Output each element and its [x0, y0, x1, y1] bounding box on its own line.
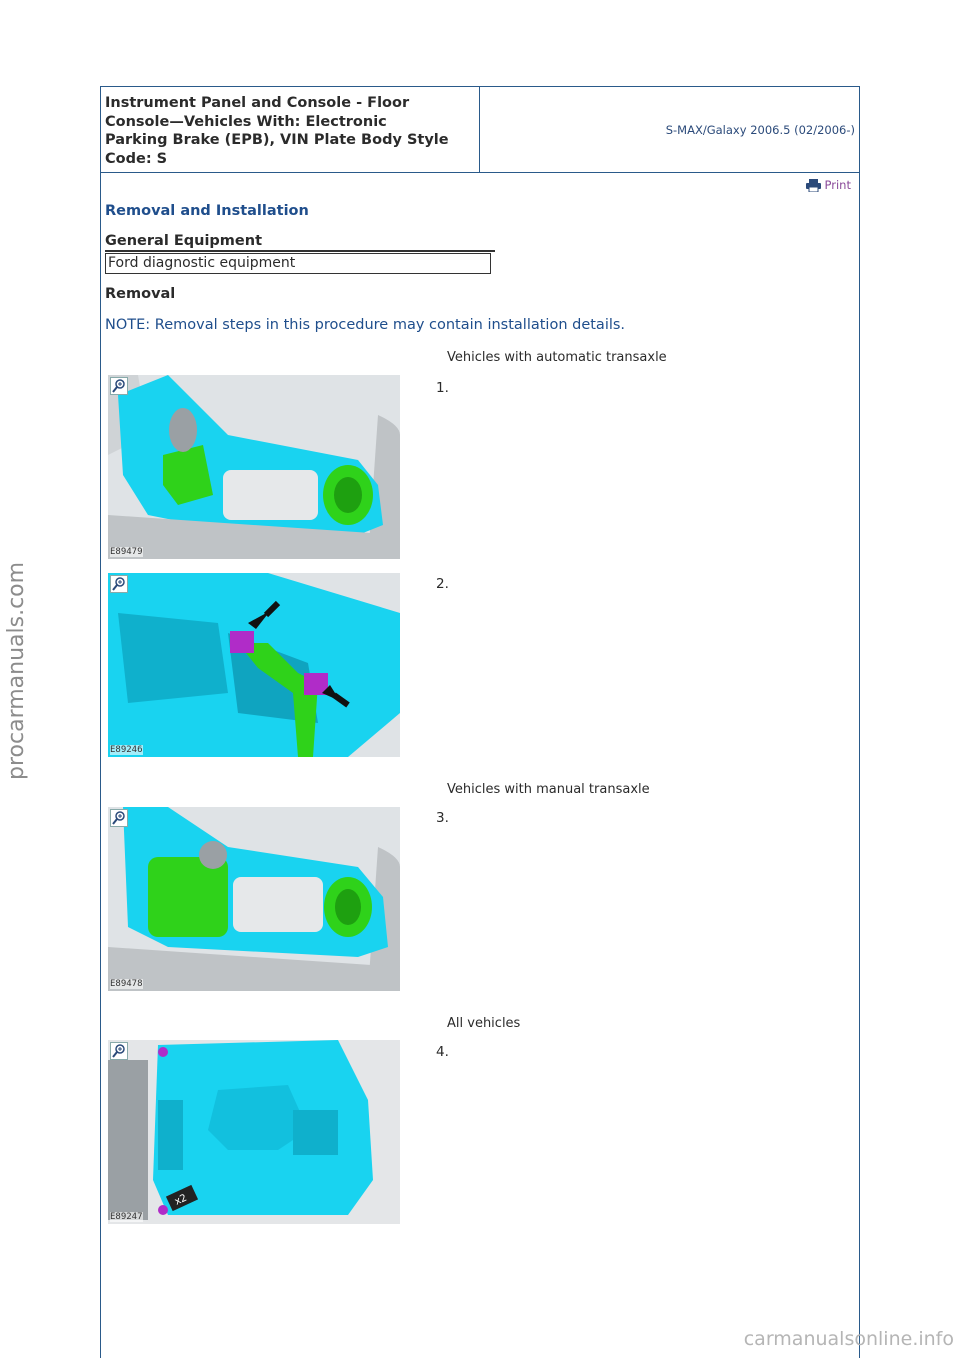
header-row [101, 87, 859, 173]
step-subhead: Vehicles with automatic transaxle [447, 350, 667, 365]
step-subhead: All vehicles [447, 1016, 521, 1031]
page-title [105, 94, 477, 168]
equipment-item: Ford diagnostic equipment [105, 253, 491, 274]
title-line: Parking Brake (EPB), VIN Plate Body Style [105, 132, 449, 148]
zoom-icon[interactable] [110, 1042, 128, 1060]
figure-step-3 [108, 807, 400, 991]
step-number: 4. [436, 1044, 449, 1060]
print-label: Print [824, 178, 851, 192]
printer-icon [806, 179, 821, 192]
step-number: 1. [436, 380, 449, 396]
console-illustration [108, 807, 400, 991]
document-frame [100, 86, 860, 1358]
step-number: 3. [436, 810, 449, 826]
header-divider [479, 87, 480, 172]
figure-step-2 [108, 573, 400, 757]
title-line: Instrument Panel and Console - Floor [105, 95, 410, 111]
title-line: Code: S [105, 150, 168, 167]
figure-step-4 [108, 1040, 400, 1224]
figure-code: E89247 [110, 1212, 143, 1222]
console-illustration [108, 1040, 400, 1224]
general-equipment-heading: General Equipment [105, 233, 263, 249]
zoom-icon[interactable] [110, 377, 128, 395]
step-subhead: Vehicles with manual transaxle [447, 782, 650, 797]
clip-count-badge: x2 [173, 1192, 189, 1208]
figure-code: E89246 [110, 745, 143, 755]
step-number: 2. [436, 576, 449, 592]
section-title: Removal and Installation [105, 203, 309, 219]
figure-step-1 [108, 375, 400, 559]
bottom-watermark: carmanualsonline.info [743, 1328, 954, 1350]
console-illustration [108, 375, 400, 559]
title-line: Console—Vehicles With: Electronic [105, 113, 387, 130]
zoom-icon[interactable] [110, 809, 128, 827]
zoom-icon[interactable] [110, 575, 128, 593]
figure-code: E89478 [110, 979, 143, 989]
figure-code: E89479 [110, 547, 143, 557]
model-label: S-MAX/Galaxy 2006.5 (02/2006-) [665, 123, 855, 137]
print-button[interactable] [806, 178, 851, 192]
removal-heading: Removal [105, 286, 176, 302]
note-text: NOTE: Removal steps in this procedure may contain installation details. [105, 317, 626, 333]
table-rule [105, 250, 495, 252]
side-watermark: procarmanuals.com [4, 561, 29, 780]
console-illustration [108, 573, 400, 757]
